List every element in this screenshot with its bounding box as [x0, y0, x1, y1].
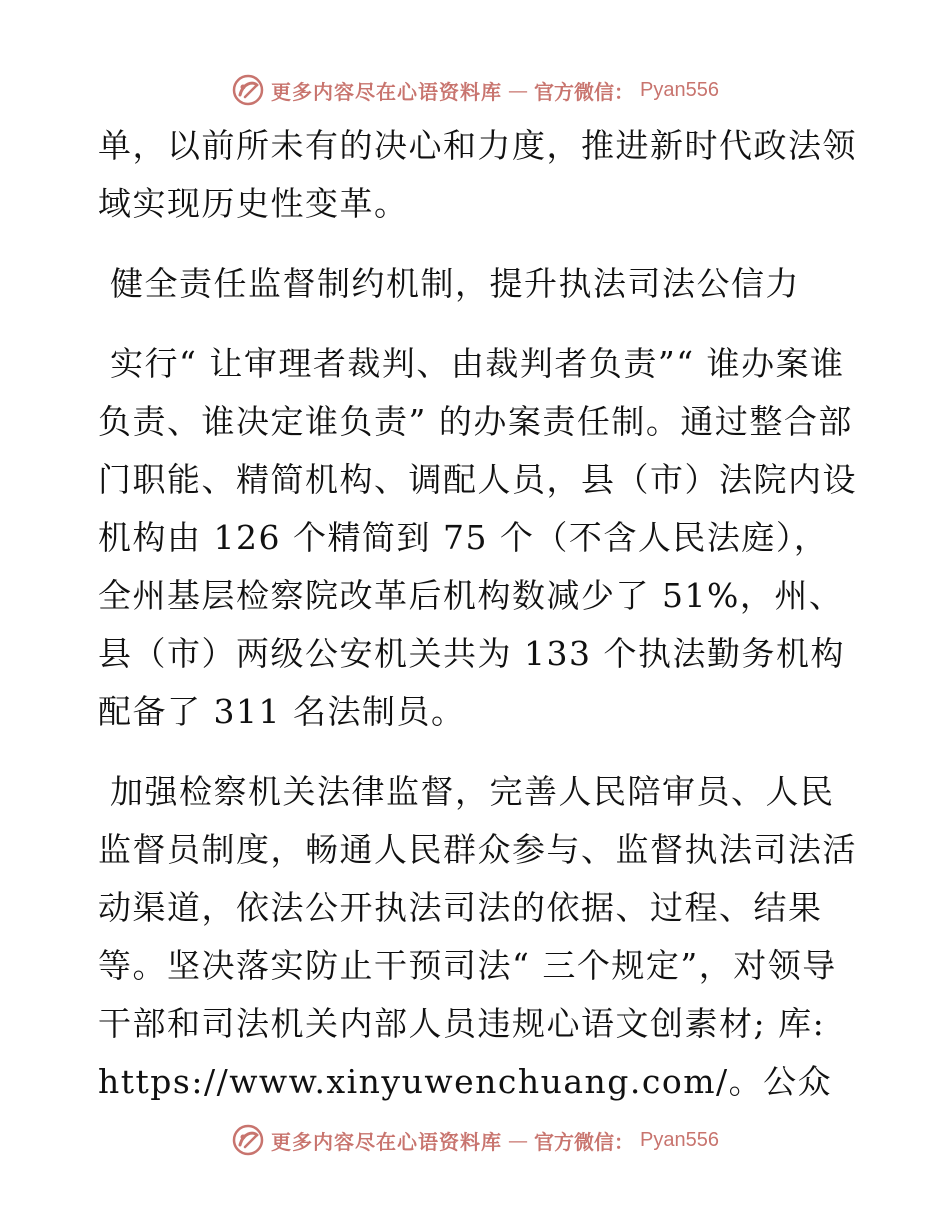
watermark-wechat-label: 官方微信：	[534, 79, 635, 104]
watermark-wechat-id: Pyan556	[640, 1128, 719, 1151]
watermark-separator: —	[508, 78, 529, 102]
section-heading: 健全责任监督制约机制，提升执法司法公信力	[110, 264, 800, 303]
watermark-separator: —	[508, 1128, 529, 1152]
document-body	[98, 117, 858, 1111]
watermark-wechat-id: Pyan556	[640, 78, 719, 101]
watermark-banner-top	[0, 70, 950, 110]
paragraph-responsibility: 实行“ 让审理者裁判、由裁判者负责”“ 谁办案谁负责、谁决定谁负责” 的办案责任制。通过整合部门职能、精简机构、调配人员，县（市）法院内设机构由 126 个精简到 75 个（不含人民法庭），全州基层检察院改革后机构数减少了 51%，州、县（市）两级公安机关共为 133 个执法勤务机构配备了 311 名法制员。	[98, 344, 857, 731]
watermark-brand-text: 更多内容尽在心语资料库	[271, 1129, 503, 1154]
paragraph-supervision: 加强检察机关法律监督，完善人民陪审员、人民监督员制度，畅通人民群众参与、监督执法司法活动渠道，依法公开执法司法的依据、过程、结果等。坚决落实防止干预司法“ 三个规定”，对领导干部和司法机关内部人员违规心语文创素材; 库: https://www.xinyuwenchuang.com/。公众	[98, 772, 857, 1101]
watermark-banner-bottom	[0, 1120, 950, 1160]
brand-logo-icon	[231, 73, 265, 107]
paragraph-continued: 单，以前所未有的决心和力度，推进新时代政法领域实现历史性变革。	[98, 126, 857, 223]
watermark-brand-text: 更多内容尽在心语资料库	[271, 79, 503, 104]
watermark-wechat-label: 官方微信：	[534, 1129, 635, 1154]
brand-logo-icon	[231, 1123, 265, 1157]
